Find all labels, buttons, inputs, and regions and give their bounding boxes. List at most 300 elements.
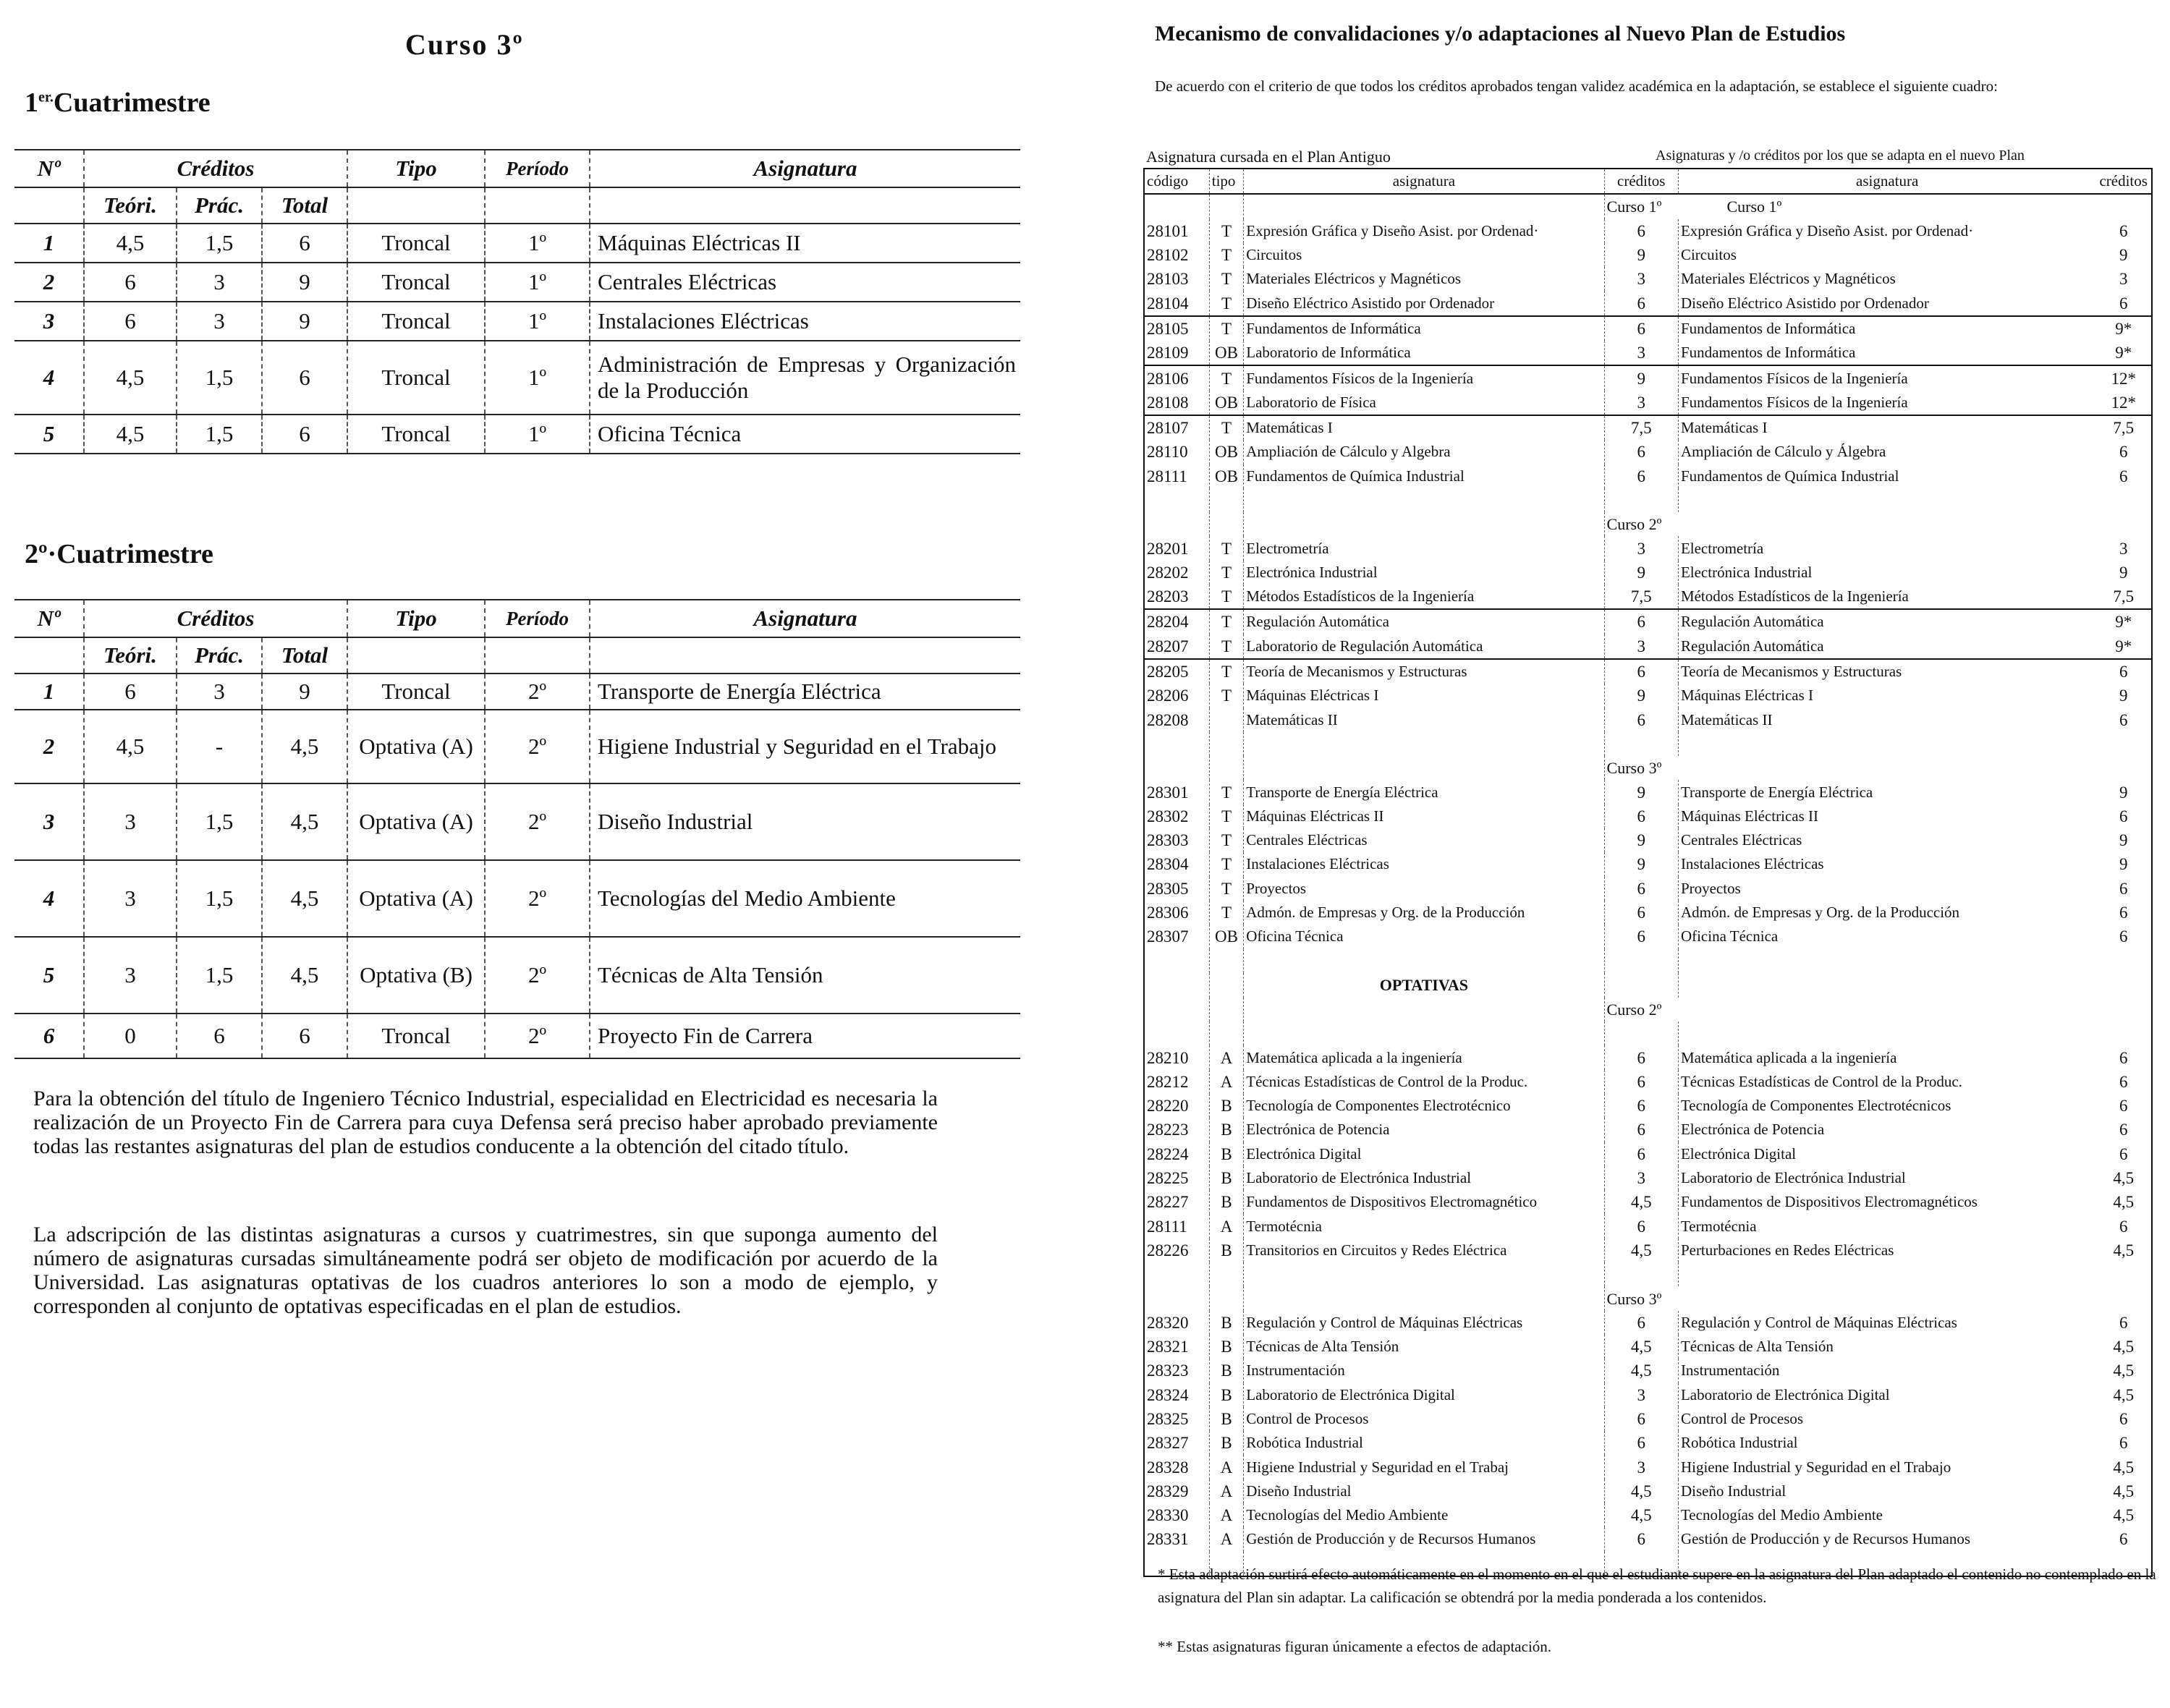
adaptation-table — [1143, 168, 2153, 1577]
old-credits: 9 — [1604, 243, 1678, 267]
old-credits: 6 — [1604, 1142, 1678, 1166]
adaptation-row — [1144, 267, 2152, 291]
old-subject: Fundamentos de Dispositivos Electromagnético — [1244, 1190, 1604, 1214]
adaptation-row — [1144, 1045, 2152, 1069]
old-credits: 3 — [1604, 391, 1678, 415]
paragraph-adscripcion: La adscripción de las distintas asignaturas a cursos y cuatrimestres, sin que suponga aumento del número de asignaturas cursadas simultáneamente podrá ser objeto de modificación por acuerdo de la Universidad. Las asignaturas optativas de los cuadros anteriores lo son a modo de ejemplo, y corresponden al conjunto de optativas especificadas en el plan de estudios. — [33, 1223, 938, 1318]
old-subject: Expresión Gráfica y Diseño Asist. por Ordenad· — [1244, 219, 1604, 243]
subject-period: 1º — [485, 415, 590, 454]
header-asignatura: Asignatura — [590, 150, 1020, 187]
old-code: 28212 — [1144, 1070, 1209, 1094]
adaptation-row — [1144, 440, 2152, 464]
old-subject: Matemáticas I — [1244, 415, 1604, 440]
old-code: 28111 — [1144, 464, 1209, 488]
old-subject: Ampliación de Cálculo y Algebra — [1244, 440, 1604, 464]
old-code: 28207 — [1144, 634, 1209, 659]
old-subject: Gestión de Producción y de Recursos Humanos — [1244, 1527, 1604, 1551]
year-label: Curso 3º — [1606, 759, 1662, 778]
old-type: T — [1209, 585, 1244, 609]
subject-type: Troncal — [347, 341, 485, 415]
adaptation-row — [1144, 1503, 2152, 1527]
old-credits: 9 — [1604, 561, 1678, 585]
theory-credits: 4,5 — [84, 710, 177, 783]
adaptation-row — [1144, 1455, 2152, 1479]
paragraph-proyecto: Para la obtención del título de Ingeniero Técnico Industrial, especialidad en Electricidad es necesaria la realización de un Proyecto Fin de Carrera para cuya Defensa será preciso haber aprobado previamente todas las restantes asignaturas del plan de estudios conducente a la obtención del citado título. — [33, 1087, 938, 1158]
old-subject: Regulación y Control de Máquinas Eléctricas — [1244, 1311, 1604, 1335]
old-credits: 6 — [1604, 1527, 1678, 1551]
theory-credits: 4,5 — [84, 341, 177, 415]
new-credits: 7,5 — [2113, 419, 2135, 438]
header-periodo: Período — [485, 600, 590, 637]
old-type: T — [1221, 221, 1232, 240]
old-subject: Técnicas de Alta Tensión — [1244, 1335, 1604, 1359]
old-code: 28201 — [1144, 536, 1209, 560]
old-subject: Máquinas Eléctricas II — [1244, 804, 1604, 828]
optativas-label: OPTATIVAS — [1379, 975, 1469, 994]
old-code: 28224 — [1144, 1142, 1209, 1166]
old-type: B — [1221, 1169, 1232, 1188]
old-credits: 3 — [1604, 267, 1678, 291]
old-type: B — [1221, 1144, 1232, 1163]
old-type: T — [1221, 687, 1232, 705]
old-subject: Teoría de Mecanismos y Estructuras — [1244, 659, 1604, 684]
old-subject: Fundamentos de Química Industrial — [1244, 464, 1604, 488]
old-subject: Robótica Industrial — [1244, 1431, 1604, 1455]
year-label-new: Curso 1º — [1726, 197, 1782, 216]
header-tipo: Tipo — [347, 600, 485, 637]
old-subject: Laboratorio de Informática — [1244, 341, 1604, 365]
header-tipo: Tipo — [347, 150, 485, 187]
col-creditos: créditos — [1604, 169, 1678, 194]
old-credits: 4,5 — [1604, 1359, 1678, 1382]
old-code: 28205 — [1144, 659, 1209, 684]
old-code: 28111 — [1144, 1214, 1209, 1238]
old-credits: 6 — [1604, 804, 1678, 828]
adaptation-row — [1144, 1094, 2152, 1118]
subject-name: Higiene Industrial y Seguridad en el Trabajo — [590, 710, 1020, 783]
new-subject: Robótica Industrial — [1678, 1431, 2095, 1455]
year-label-row — [1144, 512, 2152, 536]
old-subject: Tecnologías del Medio Ambiente — [1244, 1503, 1604, 1527]
subject-type: Troncal — [347, 263, 485, 302]
theory-credits: 6 — [84, 263, 177, 302]
adaptation-row — [1144, 243, 2152, 267]
new-credits: 6 — [2119, 1434, 2128, 1453]
adaptation-row — [1144, 804, 2152, 828]
new-subject: Regulación Automática — [1678, 609, 2095, 634]
first-term-title: $1^{er.}Cuatrimestre$ — [25, 88, 211, 118]
old-type: T — [1221, 855, 1232, 874]
new-subject: Matemáticas I — [1678, 415, 2095, 440]
subject-name: Administración de Empresas y Organización de la Producción — [590, 341, 1020, 415]
adaptation-row — [1144, 391, 2152, 415]
new-credits: 6 — [2119, 1121, 2128, 1139]
adaptation-row — [1144, 1527, 2152, 1551]
new-subject: Máquinas Eléctricas II — [1678, 804, 2095, 828]
new-subject: Electrónica de Potencia — [1678, 1118, 2095, 1142]
old-subject: Instrumentación — [1244, 1359, 1604, 1382]
new-credits: 9* — [2095, 341, 2152, 365]
old-subject: Matemáticas II — [1244, 708, 1604, 732]
new-subject: Teoría de Mecanismos y Estructuras — [1678, 659, 2095, 684]
old-code: 28106 — [1144, 365, 1209, 390]
new-subject: Técnicas de Alta Tensión — [1678, 1335, 2095, 1359]
total-credits: 4,5 — [262, 860, 347, 937]
old-credits: 6 — [1604, 659, 1678, 684]
header-total: Total — [262, 637, 347, 674]
plan-row — [14, 937, 1020, 1014]
new-subject: Centrales Eléctricas — [1678, 828, 2095, 852]
course-number: 6 — [14, 1014, 84, 1058]
old-subject: Métodos Estadísticos de la Ingeniería — [1244, 585, 1604, 609]
old-code: 28327 — [1144, 1431, 1209, 1455]
adaptation-row — [1144, 828, 2152, 852]
plan-row — [14, 783, 1020, 860]
new-credits: 6 — [2119, 1530, 2128, 1549]
old-type: T — [1221, 419, 1232, 438]
new-credits: 9 — [2119, 246, 2128, 265]
old-credits: 4,5 — [1604, 1190, 1678, 1214]
subject-type: Troncal — [347, 302, 485, 341]
adaptation-row — [1144, 1431, 2152, 1455]
new-credits: 6 — [2119, 710, 2128, 729]
old-credits: 6 — [1604, 440, 1678, 464]
plan-row — [14, 415, 1020, 454]
subject-type: Optativa (B) — [347, 937, 485, 1014]
old-type: OB — [1215, 467, 1238, 485]
old-type: OB — [1209, 391, 1244, 415]
old-type: T — [1221, 663, 1232, 681]
old-subject: Diseño Eléctrico Asistido por Ordenador — [1244, 291, 1604, 315]
old-code: 28306 — [1144, 901, 1209, 925]
old-type: T — [1221, 783, 1232, 802]
old-credits: 6 — [1604, 1045, 1678, 1069]
old-code: 28302 — [1144, 804, 1209, 828]
old-type: T — [1221, 831, 1232, 850]
old-type: T — [1221, 270, 1232, 289]
plan-row — [14, 341, 1020, 415]
old-code: 28307 — [1144, 925, 1209, 948]
old-type: T — [1209, 291, 1244, 315]
year-label: Curso 1º — [1606, 197, 1662, 216]
new-subject: Control de Procesos — [1678, 1407, 2095, 1431]
old-code: 28101 — [1144, 219, 1209, 243]
old-subject: Técnicas Estadísticas de Control de la Produc. — [1244, 1070, 1604, 1094]
new-subject: Técnicas Estadísticas de Control de la Produc. — [1678, 1070, 2095, 1094]
old-type: A — [1220, 1072, 1233, 1091]
new-credits: 6 — [2119, 904, 2128, 922]
new-credits: 6 — [2119, 663, 2128, 681]
new-credits: 4,5 — [2113, 1241, 2135, 1259]
new-subject: Circuitos — [1678, 243, 2095, 267]
course-number: 1 — [14, 224, 84, 263]
practice-credits: 1,5 — [177, 341, 262, 415]
old-subject: Circuitos — [1244, 243, 1604, 267]
old-credits: 7,5 — [1604, 585, 1678, 609]
course-number: 2 — [14, 710, 84, 783]
subject-period: 2º — [485, 783, 590, 860]
old-credits: 4,5 — [1604, 1479, 1678, 1503]
course-number: 2 — [14, 263, 84, 302]
old-type: T — [1221, 613, 1232, 632]
old-code: 28105 — [1144, 316, 1209, 341]
adaptation-row — [1144, 1383, 2152, 1407]
adaptation-row — [1144, 561, 2152, 585]
old-subject: Regulación Automática — [1244, 609, 1604, 634]
old-subject: Laboratorio de Física — [1244, 391, 1604, 415]
new-credits: 6 — [2119, 443, 2128, 462]
adaptation-row — [1144, 1142, 2152, 1166]
adaptation-row — [1144, 852, 2152, 876]
total-credits: 9 — [262, 263, 347, 302]
old-type: T — [1221, 807, 1232, 825]
new-credits: 6 — [2119, 1217, 2128, 1236]
new-subject: Higiene Industrial y Seguridad en el Trabajo — [1678, 1455, 2095, 1479]
header-periodo: Período — [485, 150, 590, 187]
year-label-row — [1144, 194, 2152, 218]
total-credits: 4,5 — [262, 783, 347, 860]
old-credits: 4,5 — [1604, 1238, 1678, 1262]
old-code: 28303 — [1144, 828, 1209, 852]
old-credits: 9 — [1604, 828, 1678, 852]
practice-credits: 6 — [177, 1014, 262, 1058]
new-subject: Instalaciones Eléctricas — [1678, 852, 2095, 876]
old-subject: Máquinas Eléctricas I — [1244, 684, 1604, 708]
old-subject: Transitorios en Circuitos y Redes Eléctrica — [1244, 1238, 1604, 1262]
adaptation-row — [1144, 708, 2152, 732]
practice-credits: 1,5 — [177, 415, 262, 454]
old-subject: Fundamentos de Informática — [1244, 316, 1604, 341]
year-label-row — [1144, 756, 2152, 780]
subject-name: Oficina Técnica — [590, 415, 1020, 454]
old-type: A — [1220, 1506, 1233, 1525]
new-subject: Gestión de Producción y de Recursos Humanos — [1678, 1527, 2095, 1551]
old-credits: 6 — [1604, 1070, 1678, 1094]
subject-period: 2º — [485, 710, 590, 783]
adaptation-row — [1144, 780, 2152, 804]
year-label-row — [1144, 1286, 2152, 1310]
year-label: Curso 2º — [1606, 515, 1662, 534]
new-credits: 4,5 — [2113, 1169, 2135, 1188]
old-subject: Electrónica Digital — [1244, 1142, 1604, 1166]
subject-type: Troncal — [347, 674, 485, 710]
old-subject: Electrónica Industrial — [1244, 561, 1604, 585]
new-subject: Regulación Automática — [1678, 634, 2095, 659]
new-credits: 3 — [2119, 270, 2128, 289]
new-credits: 6 — [2119, 1048, 2128, 1067]
new-credits: 4,5 — [2113, 1458, 2135, 1477]
new-credits: 9* — [2095, 634, 2152, 659]
old-type: B — [1221, 1409, 1232, 1428]
new-subject: Diseño Eléctrico Asistido por Ordenador — [1678, 291, 2095, 315]
adaptation-row — [1144, 1118, 2152, 1142]
total-credits: 4,5 — [262, 710, 347, 783]
new-credits: 6 — [2119, 807, 2128, 825]
subject-period: 2º — [485, 937, 590, 1014]
old-credits: 6 — [1604, 609, 1678, 634]
old-type: B — [1221, 1193, 1232, 1212]
new-subject: Oficina Técnica — [1678, 925, 2095, 948]
old-type: T — [1221, 904, 1232, 922]
old-code: 28202 — [1144, 561, 1209, 585]
new-credits: 6 — [2119, 467, 2128, 485]
new-subject: Tecnologías del Medio Ambiente — [1678, 1503, 2095, 1527]
old-credits: 6 — [1604, 877, 1678, 901]
new-credits: 4,5 — [2113, 1506, 2135, 1525]
new-subject: Ampliación de Cálculo y Álgebra — [1678, 440, 2095, 464]
old-code: 28220 — [1144, 1094, 1209, 1118]
new-subject: Regulación y Control de Máquinas Eléctricas — [1678, 1311, 2095, 1335]
practice-credits: 3 — [177, 302, 262, 341]
subject-name: Proyecto Fin de Carrera — [590, 1014, 1020, 1058]
theory-credits: 0 — [84, 1014, 177, 1058]
new-subject: Admón. de Empresas y Org. de la Producción — [1678, 901, 2095, 925]
adaptation-row — [1144, 1166, 2152, 1190]
old-credits: 6 — [1604, 291, 1678, 315]
plan-row — [14, 1014, 1020, 1058]
subject-name: Técnicas de Alta Tensión — [590, 937, 1020, 1014]
new-credits: 9* — [2115, 319, 2132, 338]
adaptation-title: Mecanismo de convalidaciones y/o adaptaciones al Nuevo Plan de Estudios — [1155, 22, 1846, 46]
footnote-only-adaptation: ** Estas asignaturas figuran únicamente a efectos de adaptación. — [1158, 1638, 1552, 1655]
old-type: A — [1220, 1048, 1233, 1067]
new-credits: 6 — [2119, 1409, 2128, 1428]
new-credits: 4,5 — [2113, 1193, 2135, 1212]
new-credits: 4,5 — [2113, 1361, 2135, 1380]
theory-credits: 6 — [84, 674, 177, 710]
new-credits: 9 — [2119, 687, 2128, 705]
course-number: 5 — [14, 937, 84, 1014]
old-code: 28324 — [1144, 1383, 1209, 1407]
subject-type: Troncal — [347, 415, 485, 454]
blank-row — [1144, 732, 2152, 756]
old-credits: 3 — [1604, 1166, 1678, 1190]
new-subject: Diseño Industrial — [1678, 1479, 2095, 1503]
col-tipo: tipo — [1209, 169, 1244, 194]
old-code: 28331 — [1144, 1527, 1209, 1551]
col-codigo: código — [1144, 169, 1209, 194]
old-credits: 3 — [1604, 536, 1678, 560]
old-type: T — [1209, 634, 1244, 659]
new-subject: Laboratorio de Electrónica Industrial — [1678, 1166, 2095, 1190]
new-credits: 12* — [2095, 391, 2152, 415]
right-page — [1129, 0, 2170, 1708]
old-subject: Diseño Industrial — [1244, 1479, 1604, 1503]
old-code: 28325 — [1144, 1407, 1209, 1431]
col-asignatura: asignatura — [1244, 169, 1604, 194]
subject-period: 1º — [485, 224, 590, 263]
col-creditos-new: créditos — [2095, 169, 2152, 194]
plan-row — [14, 302, 1020, 341]
old-credits: 3 — [1604, 341, 1678, 365]
header-prac: Prác. — [177, 187, 262, 224]
old-credits: 6 — [1604, 1118, 1678, 1142]
theory-credits: 3 — [84, 860, 177, 937]
old-subject: Oficina Técnica — [1244, 925, 1604, 948]
old-subject: Centrales Eléctricas — [1244, 828, 1604, 852]
course-number: 1 — [14, 674, 84, 710]
adaptation-row — [1144, 1407, 2152, 1431]
adaptation-row — [1144, 464, 2152, 488]
old-credits: 6 — [1604, 1407, 1678, 1431]
new-credits: 9* — [2115, 613, 2132, 632]
theory-credits: 3 — [84, 937, 177, 1014]
old-type: T — [1221, 246, 1232, 265]
old-type: B — [1221, 1434, 1232, 1453]
old-code: 28102 — [1144, 243, 1209, 267]
new-subject: Matemática aplicada a la ingeniería — [1678, 1045, 2095, 1069]
new-credits: 7,5 — [2095, 585, 2152, 609]
subject-name: Diseño Industrial — [590, 783, 1020, 860]
adaptation-row — [1144, 877, 2152, 901]
plan-row — [14, 710, 1020, 783]
new-subject: Instrumentación — [1678, 1359, 2095, 1382]
old-code: 28108 — [1144, 391, 1209, 415]
new-credits: 6 — [2119, 1097, 2128, 1116]
old-code: 28109 — [1144, 341, 1209, 365]
header-creditos: Créditos — [84, 600, 347, 637]
old-code: 28107 — [1144, 415, 1209, 440]
adaptation-row — [1144, 1190, 2152, 1214]
new-credits: 9 — [2119, 783, 2128, 802]
optativas-row — [1144, 973, 2152, 998]
new-subject: Métodos Estadísticos de la Ingeniería — [1678, 585, 2095, 609]
theory-credits: 4,5 — [84, 224, 177, 263]
subject-type: Troncal — [347, 1014, 485, 1058]
new-credits: 4,5 — [2113, 1338, 2135, 1356]
header-n: Nº — [14, 600, 84, 637]
adaptation-row — [1144, 684, 2152, 708]
old-type: B — [1221, 1338, 1232, 1356]
old-type: B — [1221, 1097, 1232, 1116]
total-credits: 4,5 — [262, 937, 347, 1014]
old-code: 28203 — [1144, 585, 1209, 609]
left-page — [0, 0, 1049, 1708]
old-code: 28323 — [1144, 1359, 1209, 1382]
new-credits: 3 — [2119, 539, 2128, 558]
course-title: Curso 3º — [405, 28, 524, 61]
year-label: Curso 3º — [1606, 1289, 1662, 1308]
col-asignatura-new: asignatura — [1678, 169, 2095, 194]
course-number: 3 — [14, 783, 84, 860]
course-number: 4 — [14, 341, 84, 415]
new-credits: 9 — [2119, 831, 2128, 850]
old-credits: 3 — [1604, 1455, 1678, 1479]
subject-period: 1º — [485, 302, 590, 341]
old-credits: 7,5 — [1604, 415, 1678, 440]
old-code: 28110 — [1144, 440, 1209, 464]
header-asignatura: Asignatura — [590, 600, 1020, 637]
old-type: A — [1220, 1530, 1233, 1549]
subject-period: 2º — [485, 674, 590, 710]
old-credits: 6 — [1604, 1094, 1678, 1118]
old-subject: Proyectos — [1244, 877, 1604, 901]
old-type: A — [1220, 1458, 1233, 1477]
subject-period: 1º — [485, 263, 590, 302]
subject-name: Instalaciones Eléctricas — [590, 302, 1020, 341]
old-type: B — [1221, 1361, 1232, 1380]
new-credits: 9 — [2119, 563, 2128, 582]
new-credits: 6 — [2119, 927, 2128, 946]
total-credits: 6 — [262, 1014, 347, 1058]
old-subject: Electrometría — [1244, 536, 1604, 560]
practice-credits: 1,5 — [177, 860, 262, 937]
adaptation-row — [1144, 659, 2152, 684]
old-credits: 6 — [1604, 901, 1678, 925]
new-subject: Fundamentos de Informática — [1678, 316, 2095, 341]
old-credits: 3 — [1604, 1383, 1678, 1407]
subject-period: 2º — [485, 1014, 590, 1058]
